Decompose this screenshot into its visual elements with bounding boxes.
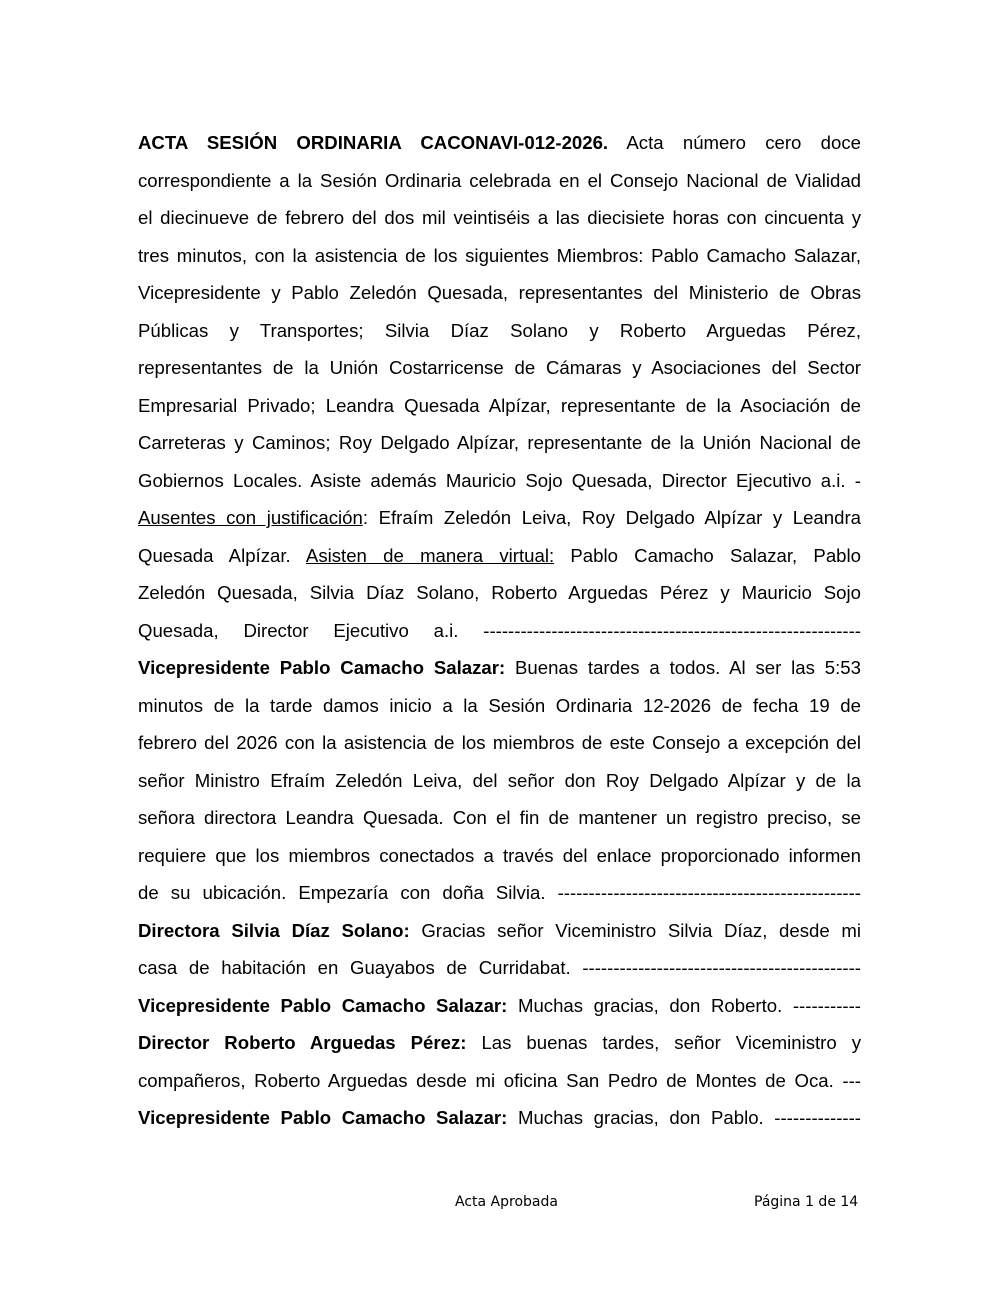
document-line: [138, 762, 861, 800]
document-line: [138, 837, 861, 875]
line-text: Quesada, Director Ejecutivo a.i. -------------------------------------------------------------: [138, 619, 861, 641]
line-text: minutos de la tarde damos inicio a la Sesión Ordinaria 12-2026 de fecha 19 de: [138, 694, 861, 716]
line-text: Buenas tardes a todos. Al ser las 5:53: [505, 657, 861, 678]
document-line: [138, 237, 861, 275]
speaker-label: Directora Silvia Díaz Solano:: [138, 919, 410, 941]
document-line: [138, 387, 861, 425]
document-line: [138, 1099, 861, 1137]
line-text: Quesada Alpízar.: [138, 544, 306, 566]
document-line: [138, 424, 861, 462]
line-text: Acta número cero doce: [608, 132, 861, 153]
line-text: Vicepresidente y Pablo Zeledón Quesada, representantes del Ministerio de Obras: [138, 282, 861, 303]
document-line: [138, 949, 861, 987]
line-text: correspondiente a la Sesión Ordinaria celebrada en el Consejo Nacional de Vialidad: [138, 169, 861, 191]
speaker-label: ACTA SESIÓN ORDINARIA CACONAVI-012-2026.: [138, 132, 609, 153]
line-text: el diecinueve de febrero del dos mil veintiséis a las diecisiete horas con cincuenta y: [138, 207, 861, 228]
line-text: Carreteras y Caminos; Roy Delgado Alpízar, representante de la Unión Nacional de: [138, 432, 861, 453]
document-line: [138, 349, 861, 387]
line-text: casa de habitación en Guayabos de Curridabat. ---------------------------------------------: [138, 957, 861, 978]
document-line: [138, 199, 861, 237]
footer-status: Acta Aprobada: [455, 1194, 558, 1210]
line-text: Pablo Camacho Salazar, Pablo: [554, 544, 861, 566]
speaker-label: Vicepresidente Pablo Camacho Salazar:: [138, 994, 508, 1016]
line-text: Gobiernos Locales. Asiste además Mauricio Sojo Quesada, Director Ejecutivo a.i. -: [138, 469, 861, 491]
document-line: [138, 687, 861, 725]
line-text: señor Ministro Efraím Zeledón Leiva, del señor don Roy Delgado Alpízar y de la: [138, 769, 861, 791]
document-line: [138, 912, 861, 950]
document-line: [138, 312, 861, 350]
document-line: [138, 649, 861, 687]
line-text: Muchas gracias, don Roberto. -----------: [507, 994, 861, 1016]
document-line: [138, 724, 861, 762]
underlined-label: Ausentes con justificación: [138, 507, 363, 528]
line-text: Gracias señor Viceministro Silvia Díaz, desde mi: [409, 919, 861, 941]
line-text: tres minutos, con la asistencia de los siguientes Miembros: Pablo Camacho Salazar,: [138, 244, 861, 266]
line-text: : Efraím Zeledón Leiva, Roy Delgado Alpízar y Leandra: [362, 507, 861, 528]
document-line: [138, 1024, 861, 1062]
document-line: [138, 124, 861, 162]
line-text: compañeros, Roberto Arguedas desde mi oficina San Pedro de Montes de Oca. ---: [138, 1069, 861, 1091]
document-line: [138, 274, 861, 312]
footer-page-number: Página 1 de 14: [754, 1194, 859, 1210]
document-line: [138, 987, 861, 1025]
line-text: señora directora Leandra Quesada. Con el fin de mantener un registro preciso, se: [138, 807, 861, 828]
line-text: Muchas gracias, don Pablo. --------------: [507, 1107, 861, 1128]
document-line: [138, 574, 861, 612]
speaker-label: Vicepresidente Pablo Camacho Salazar:: [138, 1107, 508, 1128]
line-text: Empresarial Privado; Leandra Quesada Alpízar, representante de la Asociación de: [138, 394, 861, 416]
document-line: [138, 1062, 861, 1100]
line-text: representantes de la Unión Costarricense de Cámaras y Asociaciones del Sector: [138, 357, 861, 378]
speaker-label: Director Roberto Arguedas Pérez:: [138, 1032, 467, 1053]
underlined-label: Asisten de manera virtual:: [305, 544, 555, 566]
line-text: Públicas y Transportes; Silvia Díaz Solano y Roberto Arguedas Pérez,: [138, 319, 861, 341]
line-text: requiere que los miembros conectados a través del enlace proporcionado informen: [138, 844, 861, 866]
line-text: Las buenas tardes, señor Viceministro y: [466, 1032, 861, 1053]
line-text: Zeledón Quesada, Silvia Díaz Solano, Roberto Arguedas Pérez y Mauricio Sojo: [138, 582, 861, 603]
line-text: de su ubicación. Empezaría con doña Silvia. -------------------------------------------------: [138, 882, 861, 903]
document-line: [138, 537, 861, 575]
speaker-label: Vicepresidente Pablo Camacho Salazar:: [138, 657, 506, 678]
document-line: [138, 612, 861, 650]
document-line: [138, 462, 861, 500]
line-text: febrero del 2026 con la asistencia de los miembros de este Consejo a excepción del: [138, 732, 861, 753]
document-line: [138, 874, 861, 912]
document-line: [138, 162, 861, 200]
document-line: [138, 499, 861, 537]
document-line: [138, 799, 861, 837]
document-body: [138, 124, 861, 1137]
